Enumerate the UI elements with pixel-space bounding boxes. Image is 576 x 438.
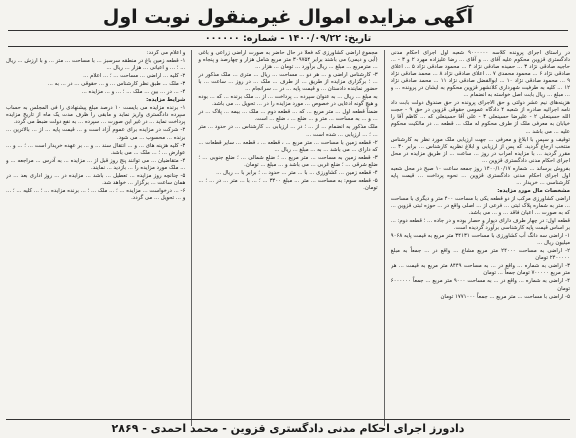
paragraph: به مبلغ ... ریال ... به عنوان سپرده ... پرداخت ... از ... ملک برنده ... که ... بوده و هیچ گونه ادعایی در خصوص ... مورد مزایده را در ... تحویل ... می باشد. — [198, 94, 378, 108]
paragraph: ۲- قطعه زمین با مساحت ... متر مربع ... ، قطعه ... ، قطعه ... سایر قطعات ... که دارای ... می باشد ... به ... مبلغ ... ریال ... — [198, 139, 378, 153]
paragraph: ۴- ... در ... بین ... ملک ... ؛ ... و ... مزایده ... — [81, 89, 186, 96]
paragraph: مشخصات مال مورد مزایده: — [497, 187, 570, 194]
paragraph: ۳- کلیه هزینه های ... و ... انتقال سند ... و ... بر عهده خریدار است ... ؛ ... و ... عوارض ... ؛ ... ملک ... می باشد. — [6, 142, 186, 156]
paragraph: ۴- قطعه زمین ... کشاورزی ... با ... متر ... حدود ... ؛ برابر با ... ریال ... — [216, 169, 378, 176]
paragraph: شرایط مزایده: — [146, 97, 186, 104]
paragraph: ۲- اراضی به مساحت ۲۴۰۰۰ متر مربع مشاع ... واقع در ... جمعاً به مبلغ ۲۴۰۰۰۰۰ تومان — [390, 248, 570, 262]
paragraph: توقیف و سپس با ابلاغ و معرفی ... جهت ارزیابی ملک مورد نظر به کارشناس منتخب ارجاع گردید. که پس از ارزیابی و ابلاغ نظریه کارشناس ... برابر ۳۰ ... مقرر گردید ... با مزایده امراب در روز ... ساعت ... از طریق مزایده در محل اجرای احکام مدنی دادگستری قزوین ... — [390, 136, 570, 164]
paragraph: ۳- ملک ... طبق نظر کارشناس ... و ... حقوقی ... در ... به ... — [47, 81, 186, 88]
paragraph: مجموع اراضی کشاورزی که فعلاً در حال حاضر به صورت اراضی زراعی و باغی (آبی و دیمی) می باشند برابر ۳۰۹۷۵۴ متر مربع شامل هزار و چهارصد و پنجاه و ... مترمربع ... مبلغ ... ریال برآورد ... تومان ... هزار ... — [198, 50, 378, 71]
column-divider — [191, 50, 192, 426]
notice-signature: دادورز اجرای احکام مدنی دادگستری قزوین - محمد احمدی - ۲۸۶۹ — [6, 419, 570, 435]
column-divider — [384, 50, 385, 426]
paragraph: ۳- اراضی به شماره ... واقع در ... به مساحت ۸۴۴۹ متر مربع به قیمت ... هر متر مربع ۷۰۰۰۰۰ تومان جمعاً ... تومان — [390, 263, 570, 277]
paragraph: ۱- اراضی سه دانگ آب کشاورزی با مساحت ۳۴۱۳۱ متر مربع به قیمت پایه ۹۰۶۸ میلیون ریال ... — [390, 233, 570, 247]
paragraph: ۵- چنانچه روز مزایده ... تعطیل ... باشد ... مزایده در ... روز اداری بعد ... در همان ساعت ... برگزار ... خواهد شد. — [6, 172, 186, 186]
paragraph: ملک مذکور به انضمام ... از ... ؛ در ... ارزیابی ... کارشناس ... در حدود ... متر ... ؛ ... ارزیابی ... شده است ... — [198, 124, 378, 138]
paragraph: ۵- قطعه سوم: به مساحت ... متر ... مبلغ ۳۴۰۰ ... ؛ ... با ... متر ... در ... ؛ ... تومان. — [198, 177, 378, 191]
paragraph: بفروش برساند ... شماره ۱۴۰۰/۱۰/۱۷ روز جمعه ساعت ۱۰ صبح در محل شعبه اول اجرای احکام مدنی دادگستری قزوین ... نحوه پرداخت ... قیمت پایه کارشناسی ... خریدار ... — [390, 165, 570, 186]
paragraph: و اعلام می گردد: — [146, 50, 186, 56]
paragraph: هزینه‌های نیم عشر دولتی و حق الاجرای پرونده در حق صندوق دولت بابت داد نامه اجرائیه صادره از شعبه ۴ دادگاه عمومی حقوقی قزوین در حق ۹ - حجت الله حسینعلی ۲ - علیرضا حسینعلی ۳ - علی آقا حسینعلی که ... کاظم آقا را خیابان به معرفی ملک از طرف محکوم له ملک ... قطعه ... در مالکیت محکوم علیه ... می باشد ... — [390, 100, 570, 135]
paragraph: ۱- برنده مزایده می بایست ۱۰ درصد مبلغ پیشنهادی را فی المجلس به حساب سپرده دادگستری واریز نماید و مابقی را ظرف مدت یک ماه از تاریخ مزایده پرداخت نماید ... در غیر این صورت ... سپرده ... به نفع دولت ضبط می گردد. — [6, 105, 186, 126]
paragraph: قطعه اول: در چهار طرف دارای دیوار و حصار بوده و در جاده ... ؛ قطعه دوم: ... بر اساس قیمت پایه کارشناسی برآورد گردیده است. — [390, 218, 570, 232]
column-middle — [198, 50, 377, 426]
paragraph: ۳- کارشناس اراضی و ... هر دو ... مساحت ... ریال ... متری ... ملک مذکور در ... ؛ برگزاری مزایده از طریق ... از طرف ... ملک ... در روز ... ساعت ... با حضور نماینده دادستان ... و قیمت پایه ... در ... سرانجام ... — [198, 72, 378, 93]
column-left — [6, 50, 185, 426]
paragraph: ۶- ... درخواست ... مزایده ... ؛ ... ملک ... ؛ ... برنده مزایده ... ؛ ... کلیه ... ؛ ... و ... تحویل ... می گردد. — [6, 187, 186, 201]
paragraph: ۳- قطعه زمین به مساحت ... متر مربع ... ؛ ضلع شمالی ... ؛ ضلع جنوبی ... ؛ ضلع شرقی ... ؛ ضلع غربی ... می باشد و ... مبلغ ... تومان. — [198, 154, 378, 168]
paragraph: اراضی کشاورزی مرکب از دو قطعه یکی با مساحت ۴۰۰ متر و دیگری با مساحت ... متر به شماره پلاک ثبتی ... فرعی از ... اصلی واقع در ... حوزه ثبتی قزوین ... که به صورت ... اعیان فاقد ... و ... می باشد. — [390, 195, 570, 217]
paragraph: در راستای اجرای پرونده کلاسه ۹۰۰۰۰۰۰ شعبه اول اجرای احکام مدنی دادگستری قزوین محکوم علیه آقای ... و آقای ... رضا علیزاده مهرد ۲ و ۳ - ... حاجیه صادقی نژاد ۳ ... حمیده صادقی نژاد ۴ ... محمود صادقی نژاد ۵ ... اعلای صادقی نژاد ۶ ... محمود محمدی ۷ ... اعلای صادقی نژاد ۸ ... محمد صادقی نژاد ۹ ... محمود صادقی نژاد ۱۰ ... ابوالفضل صادقی نژاد ۱۱ ... محمد صادقی نژاد ۱۲ ... کلیه به طرفیت شهرداری کلانشهر قزوین محکوم به ایشان در پرونده ... و ... مبلغ ... ریال بابت اصل خواسته به انضمام ... — [390, 50, 570, 99]
paragraph: ۴- متقاضیان ... می توانند پنج روز قبل از ... مزایده ... به آدرس ... مراجعه ... و ... ملک مورد مزایده را ... بازدید ... نمایند. — [6, 157, 186, 171]
notice-body — [6, 50, 570, 426]
paragraph: ۲- شرکت در مزایده برای عموم آزاد است و ... قیمت پایه ... از ... بالاترین ... برنده ... محسوب ... می شود. — [6, 127, 186, 141]
paragraph: ۲- کلیه ... اراضی ... مساحت ... ؛ ... اعلام ... — [83, 73, 186, 80]
paragraph: ضمناً قطعه اول ... متر مربع ... که ... قطعه دوم ... ملک ... بیمه ... پلاک ... در ... و ... به مساحت ... متر و ... ضلع ... ، ضلع ... است. — [198, 109, 378, 123]
paragraph: ۵- اراضی با مساحت ... متر مربع ... جمعاً ۱۷۷۱۰۰۰ تومان — [440, 293, 570, 300]
column-right — [391, 50, 570, 426]
notice-title: آگهی مزایده اموال غیرمنقول نوبت اول — [102, 6, 474, 28]
paragraph: ۴- اراضی به شماره ... واقع در ... به مساحت ۹۰۰۰ متر مربع ... جمعاً ۶۰۰۰۰۰۰ تومان — [390, 278, 570, 292]
paragraph: ۱- قطعه زمین باغ در منطقه سرسبز ... با مساحت ... متر ... و با ارزش ... ریال ... ؛ ... و اعیانی ... هزار ... ریال ... — [6, 58, 186, 72]
notice-date-number: تاریخ: ۱۴۰۰/۰۹/۲۲ - شماره: ۰۰۰۰۰۰ — [8, 30, 568, 47]
